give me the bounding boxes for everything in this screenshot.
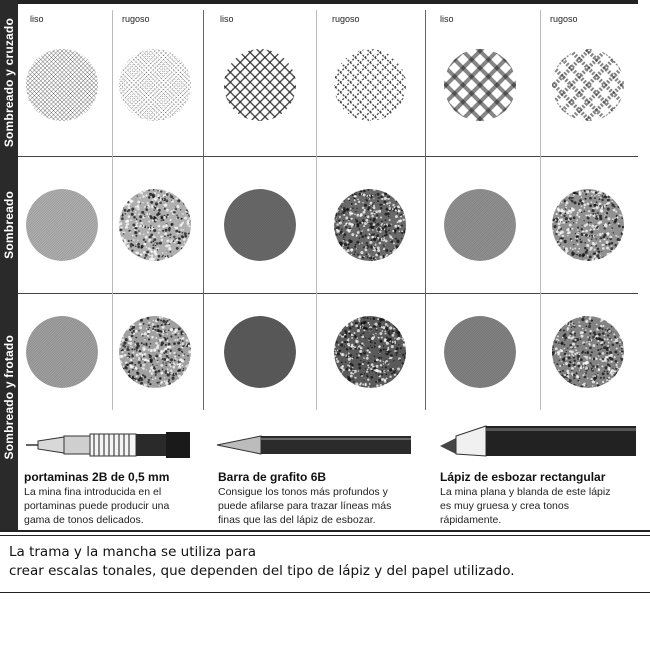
swatch-frotado-liso [440, 312, 520, 392]
swatch-frotado-liso [22, 312, 102, 392]
column-label-rugoso: rugoso [550, 14, 578, 24]
swatch-cruzado-rugoso [115, 45, 195, 125]
column-label-liso: liso [220, 14, 234, 24]
swatch-frotado-liso [220, 312, 300, 392]
swatch-sombreado-liso [440, 185, 520, 265]
tool-desc-barra-grafito: Consigue los tonos más profundos y puede afilarse para trazar líneas más finas que las del lápiz de esbozar. [218, 486, 392, 526]
col-divider-light [540, 10, 541, 410]
swatch-sombreado-rugoso [115, 185, 195, 265]
row-label-sombreado-frotado: Sombreado y frotado [2, 335, 16, 460]
tool-title-lapiz-esbozar: Lápiz de esbozar rectangular [440, 470, 606, 484]
swatch-sombreado-rugoso [330, 185, 410, 265]
swatch-sombreado-liso [220, 185, 300, 265]
swatch-frotado-rugoso [330, 312, 410, 392]
swatch-sombreado-rugoso [548, 185, 628, 265]
swatch-cruzado-liso [220, 45, 300, 125]
tool-title-portaminas: portaminas 2B de 0,5 mm [24, 470, 170, 484]
tool-desc-portaminas: La mina fina introducida en el portaminas puede producir una gama de tonos delicados. [24, 486, 170, 526]
column-label-liso: liso [30, 14, 44, 24]
caption-line-2: crear escalas tonales, que dependen del tipo de lápiz y del papel utilizado. [9, 563, 515, 579]
mechanical-pencil-illustration [24, 428, 194, 462]
col-divider-light [316, 10, 317, 410]
caption-box [0, 535, 650, 593]
top-border [0, 0, 638, 4]
tool-title-barra-grafito: Barra de grafito 6B [218, 470, 327, 484]
caption-line-1: La trama y la mancha se utiliza para [9, 544, 257, 560]
swatch-cruzado-rugoso [330, 45, 410, 125]
column-label-rugoso: rugoso [122, 14, 150, 24]
col-divider [425, 10, 426, 410]
col-divider-light [112, 10, 113, 410]
row-divider [18, 293, 638, 294]
column-label-rugoso: rugoso [332, 14, 360, 24]
rectangular-sketching-pencil-illustration [438, 424, 638, 458]
swatch-cruzado-liso [22, 45, 102, 125]
swatch-cruzado-liso [440, 45, 520, 125]
swatch-frotado-rugoso [115, 312, 195, 392]
column-label-liso: liso [440, 14, 454, 24]
col-divider [203, 10, 204, 410]
swatch-sombreado-liso [22, 185, 102, 265]
row-label-sombreado: Sombreado [2, 191, 16, 259]
swatch-frotado-rugoso [548, 312, 628, 392]
swatch-cruzado-rugoso [548, 45, 628, 125]
figure-bottom-border [0, 530, 650, 532]
tool-desc-lapiz-esbozar: La mina plana y blanda de este lápiz es muy gruesa y crea tonos rápidamente. [440, 486, 611, 526]
row-divider [18, 156, 638, 157]
graphite-stick-illustration [215, 432, 415, 458]
row-label-sombreado-cruzado: Sombreado y cruzado [2, 17, 16, 148]
